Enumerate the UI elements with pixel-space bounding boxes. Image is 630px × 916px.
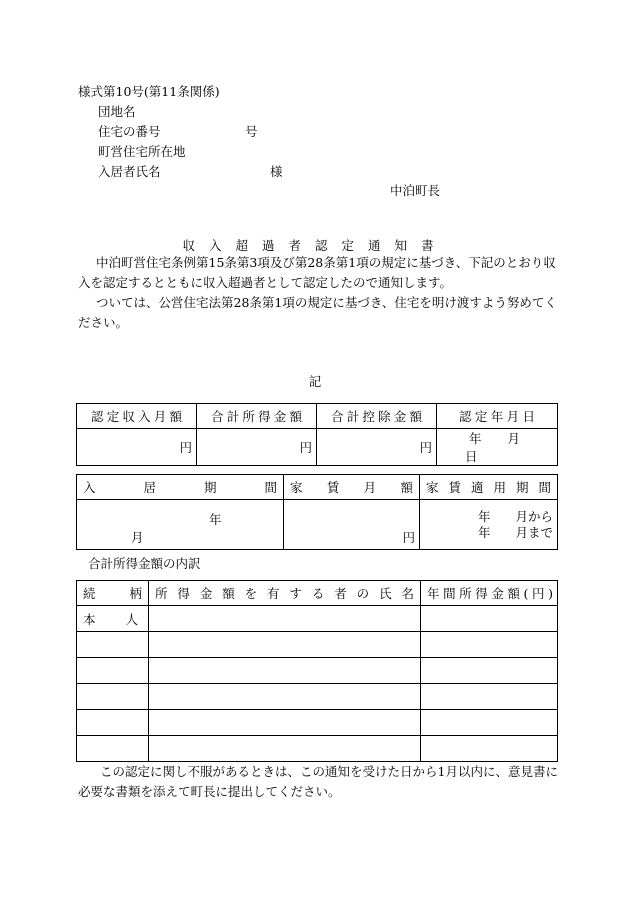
relation-self: 本人 [83,611,138,627]
header-cell [77,581,149,606]
form-number: 様式第10号(第11条関係) [78,84,220,99]
body-paragraph-2: ついては、公営住宅法第28条第1項の規定に基づき、住宅を明け渡すよう努めてください。 [78,295,557,330]
name-cell [149,684,421,710]
header-monthly-rent: 家賃月額 [290,480,413,495]
residence-period-cell [77,500,284,550]
location-label: 町営住宅所在地 [98,144,186,159]
header-cell [197,404,317,429]
income-summary-table [76,403,558,466]
amount-cell [421,658,558,684]
name-cell [149,736,421,762]
honorific: 様 [270,164,283,179]
name-cell [149,606,421,632]
relation-cell [77,736,149,762]
header-residence-period: 入居期間 [83,480,277,495]
yen-unit: 円 [402,530,415,545]
year-unit: 年 [209,512,222,527]
yen-unit: 円 [179,440,192,455]
amount-cell [421,606,558,632]
complex-name-label: 団地名 [98,104,136,119]
ki-heading: 記 [308,374,322,389]
relation-cell [77,710,149,736]
day-unit: 日 [465,449,478,464]
header-cell [420,475,558,500]
header-earner-name: 所得金額を有する者の氏名 [155,586,414,601]
relation-cell [77,658,149,684]
body-paragraph-1: 中泊町営住宅条例第15条第3項及び第28条第1項の規定に基づき、下記のとおり収入を認定するとともに収入超過者として認定したので通知します。 [78,255,556,290]
amount-cell [421,684,558,710]
breakdown-caption: 合計所得金額の内訳 [88,556,201,571]
year-unit: 年 [469,431,482,446]
header-relationship: 続柄 [83,586,142,601]
header-cell [77,475,284,500]
header-total-deduction: 合計控除金額 [331,409,422,424]
header-annual-income: 年間所得金額(円) [427,586,553,601]
name-cell [149,658,421,684]
name-cell [149,710,421,736]
resident-name-label: 入居者氏名 [98,164,161,179]
value-cell [77,429,197,466]
table-row [77,736,558,762]
house-number-suffix: 号 [245,124,258,139]
header-recognition-date: 認定年月日 [459,409,535,424]
rent-period-cell [420,500,558,550]
amount-cell [421,736,558,762]
table-row [77,658,558,684]
header-cell [149,581,421,606]
from-text: 年 月から [477,508,553,524]
table-row [77,710,558,736]
house-number-label: 住宅の番号 [98,124,161,139]
month-unit: 月 [131,530,144,545]
value-cell [197,429,317,466]
relation-cell [77,632,149,658]
header-cell [437,404,558,429]
amount-cell [421,632,558,658]
header-recognized-monthly-income: 認定収入月額 [91,409,182,424]
relation-cell [77,684,149,710]
header-cell [317,404,437,429]
month-unit: 月 [507,431,521,446]
header-cell [421,581,558,606]
header-rent-period: 家賃適用期間 [426,480,551,495]
table-row [77,632,558,658]
residence-rent-table [76,474,558,550]
page-title: 収入超過者認定通知書 [182,238,448,253]
header-total-income: 合計所得金額 [211,409,302,424]
header-cell [77,404,197,429]
amount-cell [421,710,558,736]
rent-cell [284,500,420,550]
table-row [77,684,558,710]
name-cell [149,632,421,658]
income-breakdown-table [76,580,558,762]
issuer: 中泊町長 [390,183,441,198]
date-cell [437,429,558,466]
to-text: 年 月まで [477,524,553,540]
header-cell [284,475,420,500]
footer-note: この認定に関し不服があるときは、この通知を受けた日から1月以内に、意見書に必要な書類を添えて町長に提出してください。 [78,764,558,799]
table-row [77,606,558,632]
yen-unit: 円 [419,440,432,455]
yen-unit: 円 [299,440,312,455]
value-cell [317,429,437,466]
relation-cell [77,606,149,632]
